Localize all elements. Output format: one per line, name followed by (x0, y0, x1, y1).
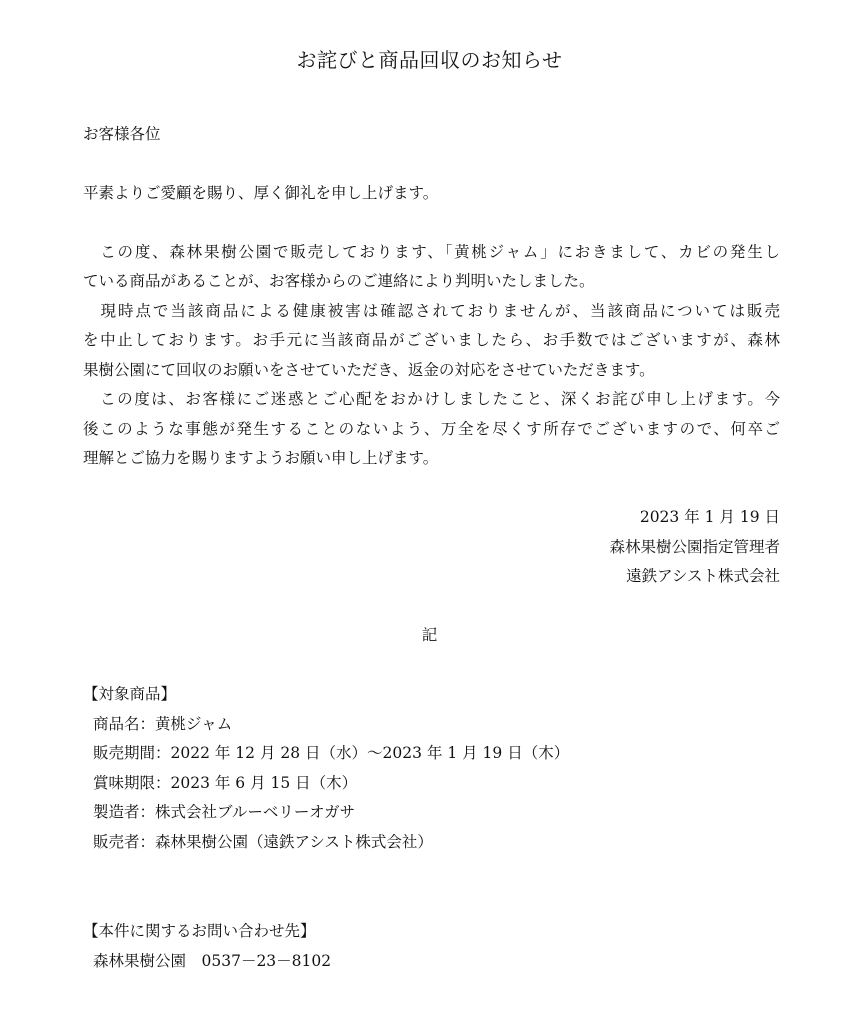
body-line-2: ている商品があることが、お客様からのご連絡により判明いたしました。 (83, 272, 595, 290)
body-line-7: 後このような事態が発生することのないよう、万全を尽くす所存でございますので、何卒ご (83, 420, 780, 438)
salutation: お客様各位 (83, 125, 161, 143)
best-before: 賞味期限：2023 年 6 月 15 日（木） (93, 774, 358, 792)
body-line-3: 現時点で当該商品による健康被害は確認されておりませんが、当該商品については販売 (83, 302, 780, 320)
greeting: 平素よりご愛顧を賜り、厚く御礼を申し上げます。 (83, 184, 439, 202)
manufacturer: 製造者：株式会社ブルーベリーオガサ (93, 803, 356, 821)
document-title: お詫びと商品回収のお知らせ (296, 48, 563, 72)
sales-period: 販売期間：2022 年 12 月 28 日（水）～2023 年 1 月 19 日（木） (93, 744, 570, 762)
contact-line: 森林果樹公園 0537－23－8102 (93, 952, 332, 970)
products-heading: 【対象商品】 (83, 685, 177, 703)
body-line-4: を中止しております。お手元に当該商品がございましたら、お手数ではございますが、森林 (83, 331, 780, 349)
body-line-1: この度、森林果樹公園で販売しております、「黄桃ジャム」におきまして、カビの発生し (83, 243, 780, 261)
issuer-company: 遠鉄アシスト株式会社 (626, 567, 780, 585)
issue-date: 2023 年 1 月 19 日 (639, 508, 780, 526)
issuer-role: 森林果樹公園指定管理者 (609, 538, 780, 556)
contact-heading: 【本件に関するお問い合わせ先】 (83, 922, 316, 940)
body-line-5: 果樹公園にて回収のお願いをさせていただき、返金の対応をさせていただきます。 (83, 361, 655, 379)
seller: 販売者：森林果樹公園（遠鉄アシスト株式会社） (93, 833, 433, 851)
ki-mark: 記 (421, 626, 438, 644)
body-line-6: この度は、お客様にご迷惑とご心配をおかけしましたこと、深くお詫び申し上げます。今 (83, 390, 780, 408)
product-name: 商品名：黄桃ジャム (93, 715, 233, 733)
body-line-8: 理解とご協力を賜りますようお願い申し上げます。 (83, 449, 439, 467)
